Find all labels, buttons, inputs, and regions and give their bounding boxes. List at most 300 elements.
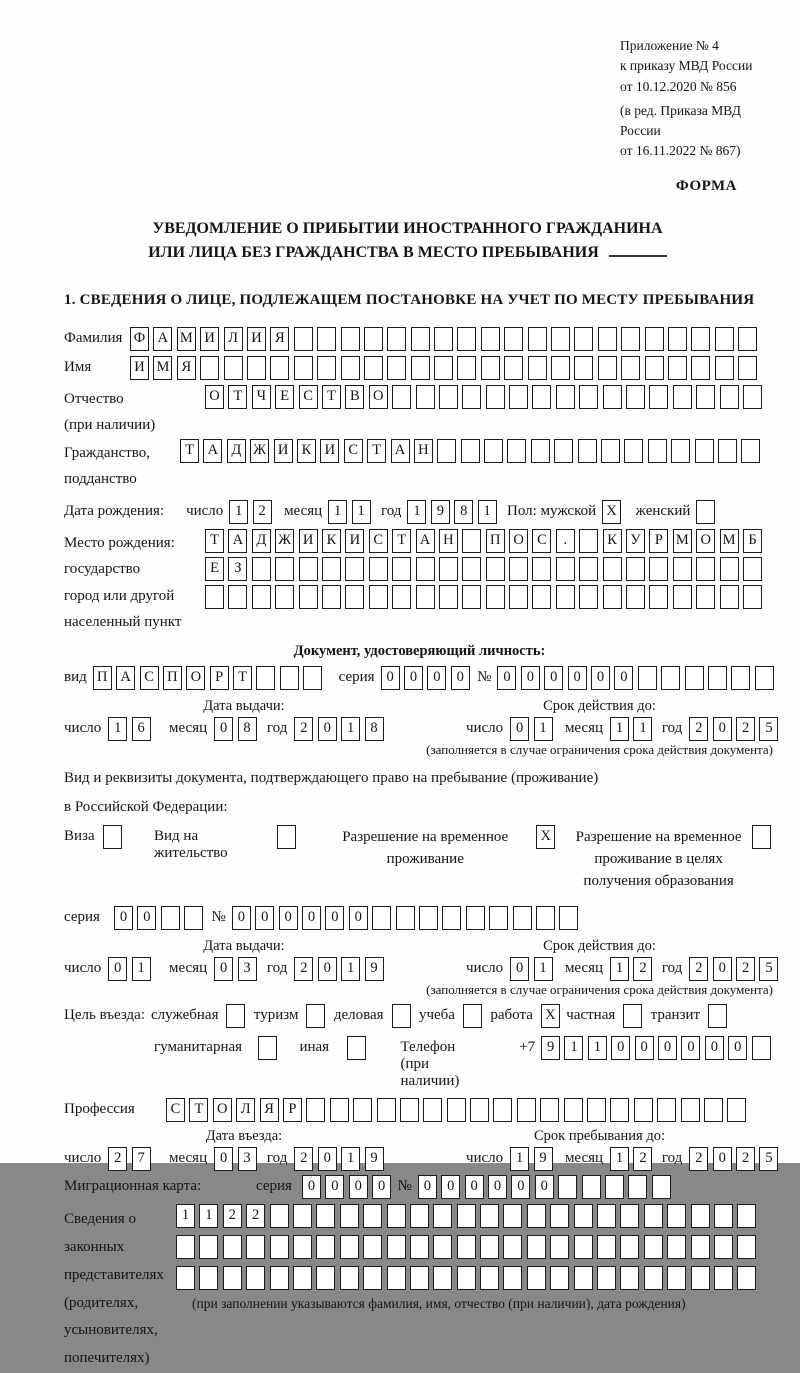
char-cell[interactable]: [258, 1036, 277, 1060]
char-cell[interactable]: [527, 1204, 546, 1228]
char-cell[interactable]: 0: [713, 717, 732, 741]
char-cell[interactable]: 1: [610, 957, 629, 981]
char-cell[interactable]: [462, 385, 481, 409]
char-cell[interactable]: X: [602, 500, 621, 524]
char-cell[interactable]: 2: [736, 957, 755, 981]
char-cell[interactable]: [550, 1266, 569, 1290]
char-cell[interactable]: [504, 327, 523, 351]
char-cell[interactable]: [603, 385, 622, 409]
char-cell[interactable]: [340, 1266, 359, 1290]
char-cell[interactable]: [737, 1235, 756, 1259]
char-cell[interactable]: [503, 1266, 522, 1290]
char-cell[interactable]: 0: [427, 666, 446, 690]
char-cell[interactable]: [392, 557, 411, 581]
char-cell[interactable]: О: [205, 385, 224, 409]
char-cell[interactable]: [392, 585, 411, 609]
char-cell[interactable]: 2: [294, 957, 313, 981]
char-cell[interactable]: [439, 585, 458, 609]
char-cell[interactable]: [681, 1098, 700, 1122]
char-cell[interactable]: [668, 356, 687, 380]
char-cell[interactable]: [628, 1175, 647, 1199]
char-cell[interactable]: 0: [214, 1147, 233, 1171]
char-cell[interactable]: X: [541, 1004, 560, 1028]
char-cell[interactable]: [714, 1204, 733, 1228]
char-cell[interactable]: [252, 557, 271, 581]
char-cell[interactable]: [369, 585, 388, 609]
char-cell[interactable]: 0: [568, 666, 587, 690]
char-cell[interactable]: [556, 585, 575, 609]
char-cell[interactable]: [377, 1098, 396, 1122]
char-cell[interactable]: [649, 585, 668, 609]
char-cell[interactable]: [551, 327, 570, 351]
char-cell[interactable]: [623, 1004, 642, 1028]
char-cell[interactable]: [369, 557, 388, 581]
char-cell[interactable]: О: [369, 385, 388, 409]
char-cell[interactable]: П: [486, 529, 505, 553]
char-cell[interactable]: 0: [497, 666, 516, 690]
char-cell[interactable]: 2: [736, 717, 755, 741]
char-cell[interactable]: [410, 1204, 429, 1228]
char-cell[interactable]: 0: [451, 666, 470, 690]
char-cell[interactable]: [673, 557, 692, 581]
char-cell[interactable]: Р: [210, 666, 229, 690]
char-cell[interactable]: [667, 1266, 686, 1290]
char-cell[interactable]: [489, 906, 508, 930]
char-cell[interactable]: [696, 385, 715, 409]
char-cell[interactable]: 0: [108, 957, 127, 981]
char-cell[interactable]: [696, 500, 715, 524]
char-cell[interactable]: [648, 439, 667, 463]
char-cell[interactable]: 1: [341, 1147, 360, 1171]
char-cell[interactable]: [509, 557, 528, 581]
char-cell[interactable]: [481, 356, 500, 380]
char-cell[interactable]: [579, 557, 598, 581]
char-cell[interactable]: [574, 327, 593, 351]
char-cell[interactable]: [714, 1266, 733, 1290]
char-cell[interactable]: [199, 1266, 218, 1290]
char-cell[interactable]: [363, 1266, 382, 1290]
char-cell[interactable]: 0: [279, 906, 298, 930]
char-cell[interactable]: [270, 1204, 289, 1228]
char-cell[interactable]: [691, 327, 710, 351]
char-cell[interactable]: [564, 1098, 583, 1122]
char-cell[interactable]: 1: [534, 957, 553, 981]
char-cell[interactable]: [306, 1098, 325, 1122]
char-cell[interactable]: 1: [610, 1147, 629, 1171]
char-cell[interactable]: [480, 1235, 499, 1259]
char-cell[interactable]: [645, 356, 664, 380]
char-cell[interactable]: [704, 1098, 723, 1122]
char-cell[interactable]: [252, 585, 271, 609]
char-cell[interactable]: С: [532, 529, 551, 553]
char-cell[interactable]: 1: [534, 717, 553, 741]
char-cell[interactable]: [294, 327, 313, 351]
char-cell[interactable]: [293, 1266, 312, 1290]
char-cell[interactable]: 1: [341, 717, 360, 741]
char-cell[interactable]: [691, 1235, 710, 1259]
char-cell[interactable]: [293, 1235, 312, 1259]
char-cell[interactable]: [574, 356, 593, 380]
char-cell[interactable]: [387, 1235, 406, 1259]
char-cell[interactable]: [270, 1266, 289, 1290]
char-cell[interactable]: 0: [705, 1036, 724, 1060]
char-cell[interactable]: [536, 906, 555, 930]
char-cell[interactable]: 2: [246, 1204, 265, 1228]
char-cell[interactable]: [410, 1235, 429, 1259]
char-cell[interactable]: [598, 356, 617, 380]
char-cell[interactable]: 6: [132, 717, 151, 741]
char-cell[interactable]: 1: [341, 957, 360, 981]
char-cell[interactable]: 0: [349, 1175, 368, 1199]
char-cell[interactable]: [597, 1204, 616, 1228]
char-cell[interactable]: 0: [318, 717, 337, 741]
char-cell[interactable]: [603, 557, 622, 581]
char-cell[interactable]: 0: [232, 906, 251, 930]
char-cell[interactable]: 0: [713, 957, 732, 981]
char-cell[interactable]: [387, 356, 406, 380]
char-cell[interactable]: 2: [223, 1204, 242, 1228]
char-cell[interactable]: 9: [534, 1147, 553, 1171]
char-cell[interactable]: [657, 1098, 676, 1122]
char-cell[interactable]: [738, 327, 757, 351]
char-cell[interactable]: 9: [431, 500, 450, 524]
char-cell[interactable]: Е: [275, 385, 294, 409]
char-cell[interactable]: В: [345, 385, 364, 409]
char-cell[interactable]: [731, 666, 750, 690]
char-cell[interactable]: 0: [137, 906, 156, 930]
char-cell[interactable]: Ж: [275, 529, 294, 553]
char-cell[interactable]: [587, 1098, 606, 1122]
char-cell[interactable]: [741, 439, 760, 463]
char-cell[interactable]: [200, 356, 219, 380]
char-cell[interactable]: [316, 1266, 335, 1290]
char-cell[interactable]: 2: [736, 1147, 755, 1171]
char-cell[interactable]: 1: [229, 500, 248, 524]
char-cell[interactable]: [644, 1204, 663, 1228]
char-cell[interactable]: [621, 327, 640, 351]
char-cell[interactable]: [556, 385, 575, 409]
char-cell[interactable]: [392, 1004, 411, 1028]
char-cell[interactable]: 8: [238, 717, 257, 741]
char-cell[interactable]: А: [228, 529, 247, 553]
char-cell[interactable]: С: [166, 1098, 185, 1122]
char-cell[interactable]: 9: [541, 1036, 560, 1060]
char-cell[interactable]: [345, 557, 364, 581]
char-cell[interactable]: [620, 1266, 639, 1290]
char-cell[interactable]: 1: [633, 717, 652, 741]
char-cell[interactable]: [720, 585, 739, 609]
char-cell[interactable]: 2: [633, 957, 652, 981]
char-cell[interactable]: 0: [318, 1147, 337, 1171]
char-cell[interactable]: [668, 327, 687, 351]
char-cell[interactable]: [316, 1235, 335, 1259]
char-cell[interactable]: [532, 385, 551, 409]
char-cell[interactable]: [205, 585, 224, 609]
char-cell[interactable]: А: [153, 327, 172, 351]
char-cell[interactable]: [481, 327, 500, 351]
char-cell[interactable]: 1: [328, 500, 347, 524]
char-cell[interactable]: [579, 529, 598, 553]
char-cell[interactable]: [341, 327, 360, 351]
char-cell[interactable]: [691, 356, 710, 380]
char-cell[interactable]: [466, 906, 485, 930]
char-cell[interactable]: [457, 1266, 476, 1290]
char-cell[interactable]: [275, 585, 294, 609]
char-cell[interactable]: [579, 385, 598, 409]
char-cell[interactable]: [480, 1204, 499, 1228]
char-cell[interactable]: [554, 439, 573, 463]
char-cell[interactable]: [184, 906, 203, 930]
char-cell[interactable]: 0: [381, 666, 400, 690]
char-cell[interactable]: Я: [177, 356, 196, 380]
char-cell[interactable]: [341, 356, 360, 380]
char-cell[interactable]: З: [228, 557, 247, 581]
char-cell[interactable]: С: [140, 666, 159, 690]
char-cell[interactable]: Л: [236, 1098, 255, 1122]
char-cell[interactable]: [610, 1098, 629, 1122]
char-cell[interactable]: 0: [488, 1175, 507, 1199]
char-cell[interactable]: [532, 585, 551, 609]
char-cell[interactable]: [661, 666, 680, 690]
char-cell[interactable]: 0: [510, 717, 529, 741]
char-cell[interactable]: [715, 356, 734, 380]
char-cell[interactable]: 1: [564, 1036, 583, 1060]
char-cell[interactable]: [223, 1235, 242, 1259]
char-cell[interactable]: [223, 1266, 242, 1290]
char-cell[interactable]: [626, 385, 645, 409]
char-cell[interactable]: [737, 1266, 756, 1290]
char-cell[interactable]: Т: [205, 529, 224, 553]
char-cell[interactable]: Ч: [252, 385, 271, 409]
char-cell[interactable]: Д: [227, 439, 246, 463]
char-cell[interactable]: [517, 1098, 536, 1122]
char-cell[interactable]: 0: [214, 957, 233, 981]
char-cell[interactable]: [550, 1235, 569, 1259]
char-cell[interactable]: 0: [658, 1036, 677, 1060]
char-cell[interactable]: 7: [132, 1147, 151, 1171]
char-cell[interactable]: А: [203, 439, 222, 463]
char-cell[interactable]: 2: [689, 717, 708, 741]
char-cell[interactable]: [714, 1235, 733, 1259]
char-cell[interactable]: [691, 1204, 710, 1228]
char-cell[interactable]: 0: [325, 1175, 344, 1199]
char-cell[interactable]: [433, 1235, 452, 1259]
char-cell[interactable]: [671, 439, 690, 463]
char-cell[interactable]: [372, 906, 391, 930]
char-cell[interactable]: [528, 327, 547, 351]
char-cell[interactable]: [620, 1235, 639, 1259]
char-cell[interactable]: [363, 1204, 382, 1228]
char-cell[interactable]: [696, 557, 715, 581]
char-cell[interactable]: [626, 585, 645, 609]
char-cell[interactable]: И: [247, 327, 266, 351]
char-cell[interactable]: [387, 327, 406, 351]
char-cell[interactable]: 3: [238, 1147, 257, 1171]
char-cell[interactable]: [527, 1266, 546, 1290]
char-cell[interactable]: [620, 1204, 639, 1228]
char-cell[interactable]: [685, 666, 704, 690]
char-cell[interactable]: С: [344, 439, 363, 463]
char-cell[interactable]: 1: [108, 717, 127, 741]
char-cell[interactable]: [574, 1235, 593, 1259]
char-cell[interactable]: [644, 1266, 663, 1290]
char-cell[interactable]: [330, 1098, 349, 1122]
char-cell[interactable]: [280, 666, 299, 690]
char-cell[interactable]: [708, 1004, 727, 1028]
char-cell[interactable]: Т: [233, 666, 252, 690]
char-cell[interactable]: И: [130, 356, 149, 380]
char-cell[interactable]: [224, 356, 243, 380]
char-cell[interactable]: [364, 327, 383, 351]
char-cell[interactable]: [256, 666, 275, 690]
char-cell[interactable]: [416, 557, 435, 581]
char-cell[interactable]: И: [345, 529, 364, 553]
char-cell[interactable]: [442, 906, 461, 930]
char-cell[interactable]: Т: [180, 439, 199, 463]
char-cell[interactable]: [504, 356, 523, 380]
char-cell[interactable]: Я: [270, 327, 289, 351]
char-cell[interactable]: М: [177, 327, 196, 351]
char-cell[interactable]: Р: [283, 1098, 302, 1122]
char-cell[interactable]: [270, 1235, 289, 1259]
char-cell[interactable]: [433, 1204, 452, 1228]
char-cell[interactable]: Т: [367, 439, 386, 463]
char-cell[interactable]: [387, 1204, 406, 1228]
char-cell[interactable]: 0: [591, 666, 610, 690]
char-cell[interactable]: [462, 557, 481, 581]
char-cell[interactable]: [340, 1204, 359, 1228]
char-cell[interactable]: [275, 557, 294, 581]
char-cell[interactable]: 5: [759, 1147, 778, 1171]
char-cell[interactable]: С: [369, 529, 388, 553]
char-cell[interactable]: [439, 557, 458, 581]
char-cell[interactable]: [457, 356, 476, 380]
char-cell[interactable]: [695, 439, 714, 463]
char-cell[interactable]: 0: [302, 906, 321, 930]
char-cell[interactable]: [299, 557, 318, 581]
char-cell[interactable]: [597, 1266, 616, 1290]
char-cell[interactable]: [621, 356, 640, 380]
char-cell[interactable]: [649, 557, 668, 581]
char-cell[interactable]: [527, 1235, 546, 1259]
char-cell[interactable]: [720, 557, 739, 581]
char-cell[interactable]: Б: [743, 529, 762, 553]
char-cell[interactable]: А: [391, 439, 410, 463]
char-cell[interactable]: [103, 825, 122, 849]
char-cell[interactable]: [246, 1266, 265, 1290]
char-cell[interactable]: [507, 439, 526, 463]
char-cell[interactable]: [493, 1098, 512, 1122]
char-cell[interactable]: 1: [407, 500, 426, 524]
char-cell[interactable]: О: [186, 666, 205, 690]
char-cell[interactable]: [673, 385, 692, 409]
char-cell[interactable]: А: [116, 666, 135, 690]
char-cell[interactable]: [673, 585, 692, 609]
char-cell[interactable]: Л: [224, 327, 243, 351]
char-cell[interactable]: [462, 529, 481, 553]
char-cell[interactable]: 0: [214, 717, 233, 741]
char-cell[interactable]: 1: [352, 500, 371, 524]
char-cell[interactable]: 0: [465, 1175, 484, 1199]
char-cell[interactable]: 1: [510, 1147, 529, 1171]
char-cell[interactable]: 0: [544, 666, 563, 690]
char-cell[interactable]: 1: [610, 717, 629, 741]
char-cell[interactable]: 2: [108, 1147, 127, 1171]
char-cell[interactable]: [597, 1235, 616, 1259]
char-cell[interactable]: [437, 439, 456, 463]
char-cell[interactable]: [556, 557, 575, 581]
char-cell[interactable]: П: [93, 666, 112, 690]
char-cell[interactable]: 0: [418, 1175, 437, 1199]
char-cell[interactable]: 3: [238, 957, 257, 981]
char-cell[interactable]: [752, 825, 771, 849]
char-cell[interactable]: [743, 385, 762, 409]
char-cell[interactable]: [503, 1204, 522, 1228]
char-cell[interactable]: [528, 356, 547, 380]
char-cell[interactable]: 1: [176, 1204, 195, 1228]
char-cell[interactable]: И: [200, 327, 219, 351]
char-cell[interactable]: [509, 385, 528, 409]
char-cell[interactable]: [226, 1004, 245, 1028]
char-cell[interactable]: [574, 1204, 593, 1228]
char-cell[interactable]: [558, 1175, 577, 1199]
char-cell[interactable]: [667, 1235, 686, 1259]
char-cell[interactable]: [634, 1098, 653, 1122]
char-cell[interactable]: [708, 666, 727, 690]
char-cell[interactable]: [416, 585, 435, 609]
char-cell[interactable]: [743, 585, 762, 609]
char-cell[interactable]: 0: [614, 666, 633, 690]
char-cell[interactable]: [579, 585, 598, 609]
char-cell[interactable]: [551, 356, 570, 380]
char-cell[interactable]: [605, 1175, 624, 1199]
char-cell[interactable]: Т: [322, 385, 341, 409]
char-cell[interactable]: И: [320, 439, 339, 463]
char-cell[interactable]: 2: [253, 500, 272, 524]
char-cell[interactable]: О: [696, 529, 715, 553]
char-cell[interactable]: [624, 439, 643, 463]
char-cell[interactable]: [486, 557, 505, 581]
char-cell[interactable]: X: [536, 825, 555, 849]
char-cell[interactable]: 1: [132, 957, 151, 981]
char-cell[interactable]: [317, 327, 336, 351]
char-cell[interactable]: 0: [325, 906, 344, 930]
char-cell[interactable]: Н: [414, 439, 433, 463]
char-cell[interactable]: 0: [404, 666, 423, 690]
char-cell[interactable]: Ф: [130, 327, 149, 351]
char-cell[interactable]: [649, 385, 668, 409]
char-cell[interactable]: [752, 1036, 771, 1060]
char-cell[interactable]: 2: [294, 1147, 313, 1171]
char-cell[interactable]: П: [163, 666, 182, 690]
char-cell[interactable]: Р: [649, 529, 668, 553]
char-cell[interactable]: [345, 585, 364, 609]
char-cell[interactable]: А: [416, 529, 435, 553]
char-cell[interactable]: 0: [535, 1175, 554, 1199]
char-cell[interactable]: [317, 356, 336, 380]
char-cell[interactable]: [299, 585, 318, 609]
char-cell[interactable]: [270, 356, 289, 380]
char-cell[interactable]: [423, 1098, 442, 1122]
char-cell[interactable]: [316, 1204, 335, 1228]
char-cell[interactable]: 1: [199, 1204, 218, 1228]
char-cell[interactable]: [419, 906, 438, 930]
char-cell[interactable]: [463, 1004, 482, 1028]
char-cell[interactable]: [738, 356, 757, 380]
char-cell[interactable]: [486, 385, 505, 409]
char-cell[interactable]: М: [673, 529, 692, 553]
char-cell[interactable]: [696, 585, 715, 609]
